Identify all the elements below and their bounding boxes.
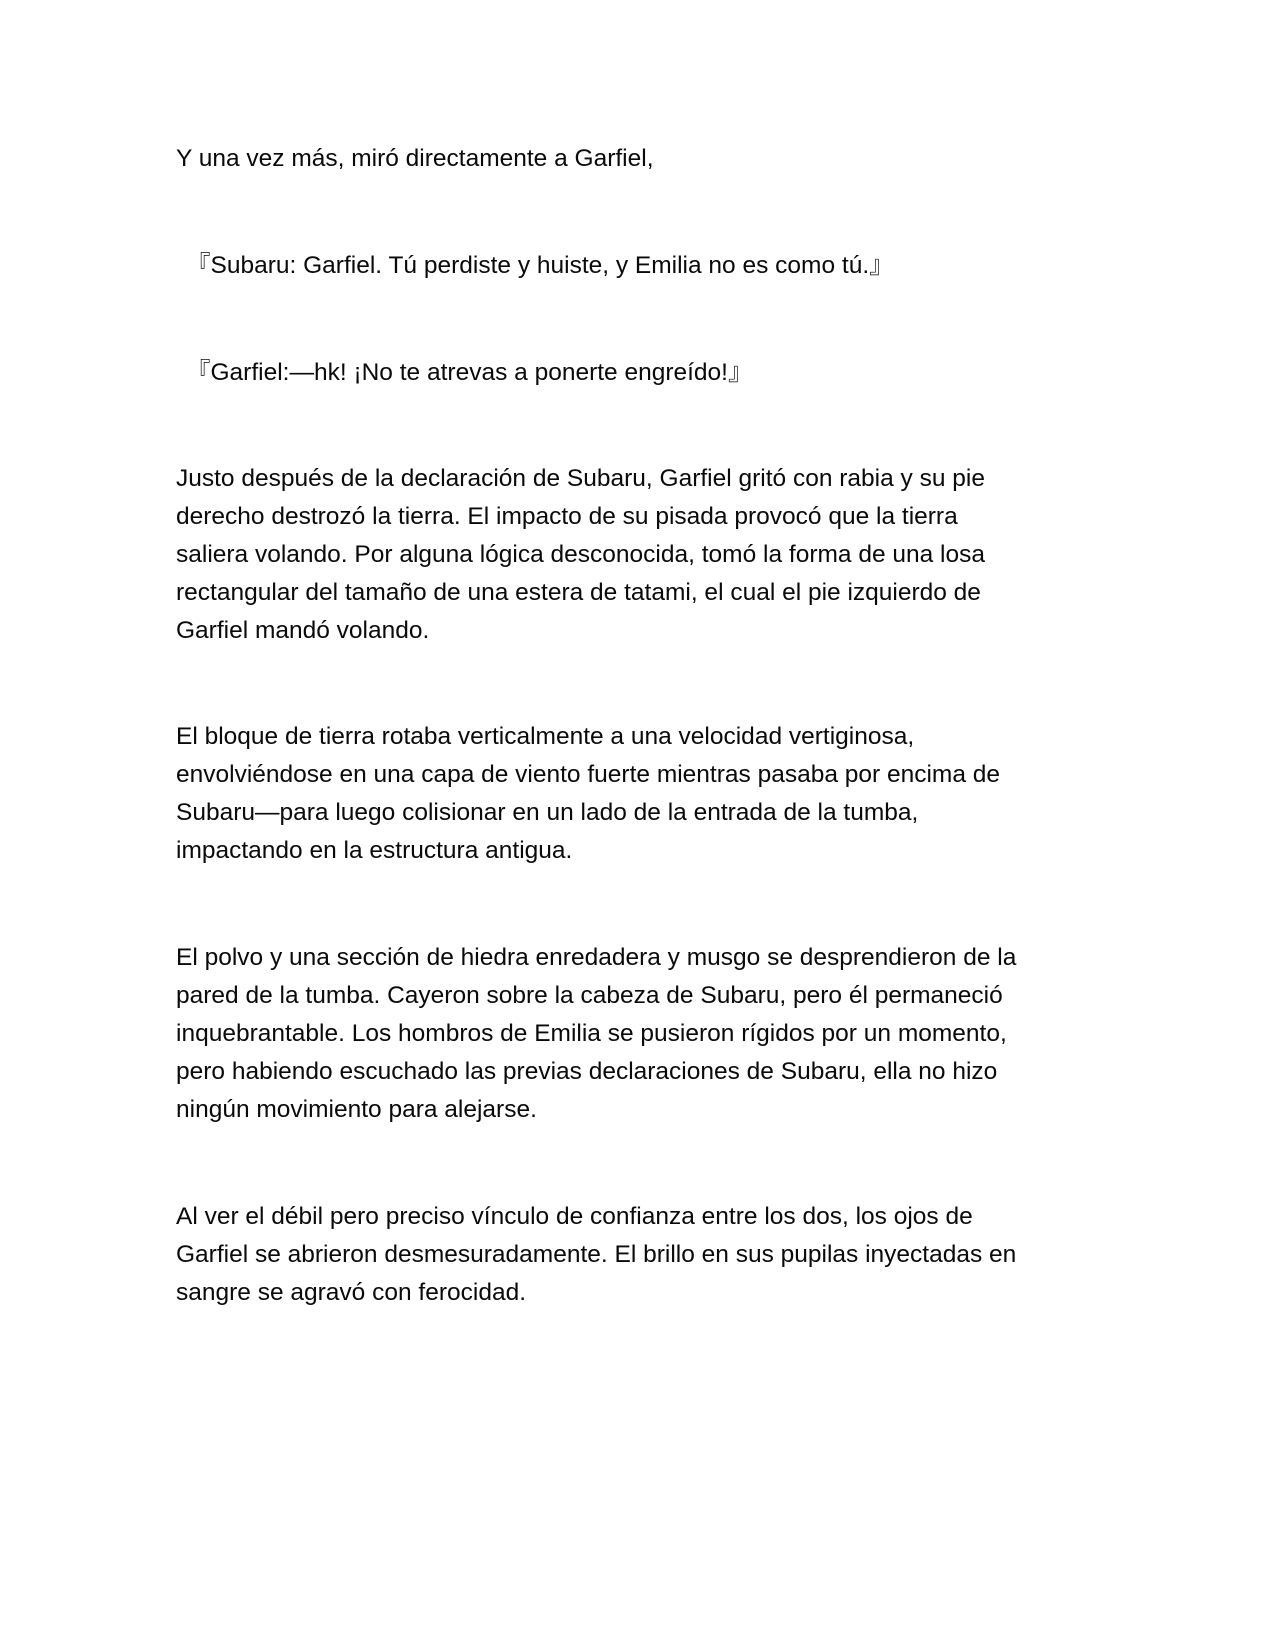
paragraph-line: sangre se agravó con ferocidad. [176, 1279, 527, 1306]
paragraph-line: Garfiel se abrieron desmesuradamente. El brillo en sus pupilas inyectadas en [176, 1241, 1017, 1268]
paragraph-line: saliera volando. Por alguna lógica desconocida, tomó la forma de una losa [176, 541, 986, 568]
paragraph-line: inquebrantable. Los hombros de Emilia se pusieron rígidos por un momento, [176, 1020, 1007, 1047]
dialogue-garfiel-text: 『Garfiel:—hk! ¡No te atrevas a ponerte engreído!』 [186, 359, 753, 386]
paragraph-line: impactando en la estructura antigua. [176, 837, 573, 864]
paragraph-1 [176, 460, 1096, 650]
paragraph-4 [176, 1198, 1096, 1312]
dialogue-subaru [186, 247, 1106, 285]
paragraph-line: El bloque de tierra rotaba verticalmente a una velocidad vertiginosa, [176, 723, 915, 750]
dialogue-garfiel [186, 354, 1106, 392]
paragraph-line: envolviéndose en una capa de viento fuerte mientras pasaba por encima de [176, 761, 1001, 788]
paragraph-line: Al ver el débil pero preciso vínculo de confianza entre los dos, los ojos de [176, 1203, 973, 1230]
paragraph-line: pared de la tumba. Cayeron sobre la cabeza de Subaru, pero él permaneció [176, 982, 1003, 1009]
paragraph-line: pero habiendo escuchado las previas declaraciones de Subaru, ella no hizo [176, 1058, 998, 1085]
paragraph-line: El polvo y una sección de hiedra enredadera y musgo se desprendieron de la [176, 944, 1017, 971]
paragraph-line: Garfiel mandó volando. [176, 617, 430, 644]
paragraph-2 [176, 718, 1096, 870]
paragraph-line: derecho destrozó la tierra. El impacto de su pisada provocó que la tierra [176, 503, 958, 530]
paragraph-3 [176, 939, 1096, 1129]
paragraph-line: rectangular del tamaño de una estera de tatami, el cual el pie izquierdo de [176, 579, 981, 606]
paragraph-line: ningún movimiento para alejarse. [176, 1096, 537, 1123]
intro-line [176, 140, 1096, 178]
paragraph-line: Subaru—para luego colisionar en un lado de la entrada de la tumba, [176, 799, 919, 826]
intro-line-text: Y una vez más, miró directamente a Garfiel, [176, 145, 654, 172]
dialogue-subaru-text: 『Subaru: Garfiel. Tú perdiste y huiste, y Emilia no es como tú.』 [186, 252, 894, 279]
paragraph-line: Justo después de la declaración de Subaru, Garfiel gritó con rabia y su pie [176, 465, 985, 492]
